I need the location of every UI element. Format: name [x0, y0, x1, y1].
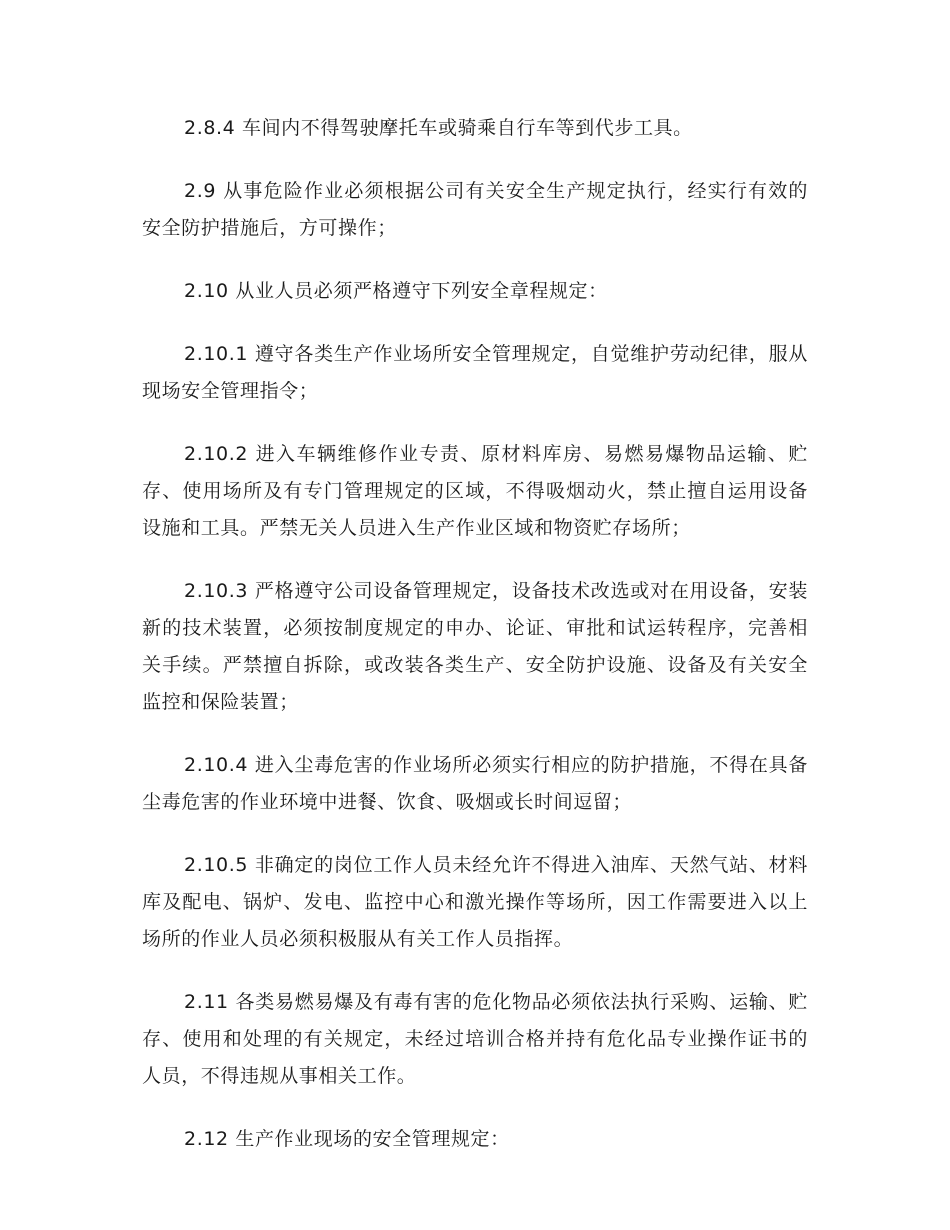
document-body	[142, 110, 808, 1184]
paragraph-2-10-4: 2.10.4 进入尘毒危害的作业场所必须实行相应的防护措施，不得在具备尘毒危害的作业环境中进餐、饮食、吸烟或长时间逗留；	[142, 754, 808, 813]
paragraph-2-8-4: 2.8.4 车间内不得驾驶摩托车或骑乘自行车等到代步工具。	[184, 117, 693, 139]
paragraph-2-9: 2.9 从事危险作业必须根据公司有关安全生产规定执行，经实行有效的安全防护措施后，方可操作；	[142, 180, 808, 239]
paragraph-2-10-2: 2.10.2 进入车辆维修作业专责、原材料库房、易燃易爆物品运输、贮存、使用场所及有专门管理规定的区域，不得吸烟动火，禁止擅自运用设备设施和工具。严禁无关人员进入生产作业区域和物资贮存场所；	[142, 443, 808, 539]
paragraph-2-10-1: 2.10.1 遵守各类生产作业场所安全管理规定，自觉维护劳动纪律，服从现场安全管理指令；	[142, 343, 808, 402]
paragraph-2-10: 2.10 从业人员必须严格遵守下列安全章程规定：	[184, 280, 608, 302]
paragraph-2-10-3: 2.10.3 严格遵守公司设备管理规定，设备技术改选或对在用设备，安装新的技术装置，必须按制度规定的申办、论证、审批和试运转程序，完善相关手续。严禁擅自拆除，或改装各类生产、安全防护设施、设备及有关安全监控和保险装置；	[142, 580, 808, 713]
paragraph-2-11: 2.11 各类易燃易爆及有毒有害的危化物品必须依法执行采购、运输、贮存、使用和处理的有关规定，未经过培训合格并持有危化品专业操作证书的人员，不得违规从事相关工作。	[142, 991, 808, 1087]
paragraph-2-12: 2.12 生产作业现场的安全管理规定：	[184, 1128, 510, 1150]
paragraph-2-10-5: 2.10.5 非确定的岗位工作人员未经允许不得进入油库、天然气站、材料库及配电、锅炉、发电、监控中心和激光操作等场所，因工作需要进入以上场所的作业人员必须积极服从有关工作人员指挥。	[142, 854, 808, 950]
